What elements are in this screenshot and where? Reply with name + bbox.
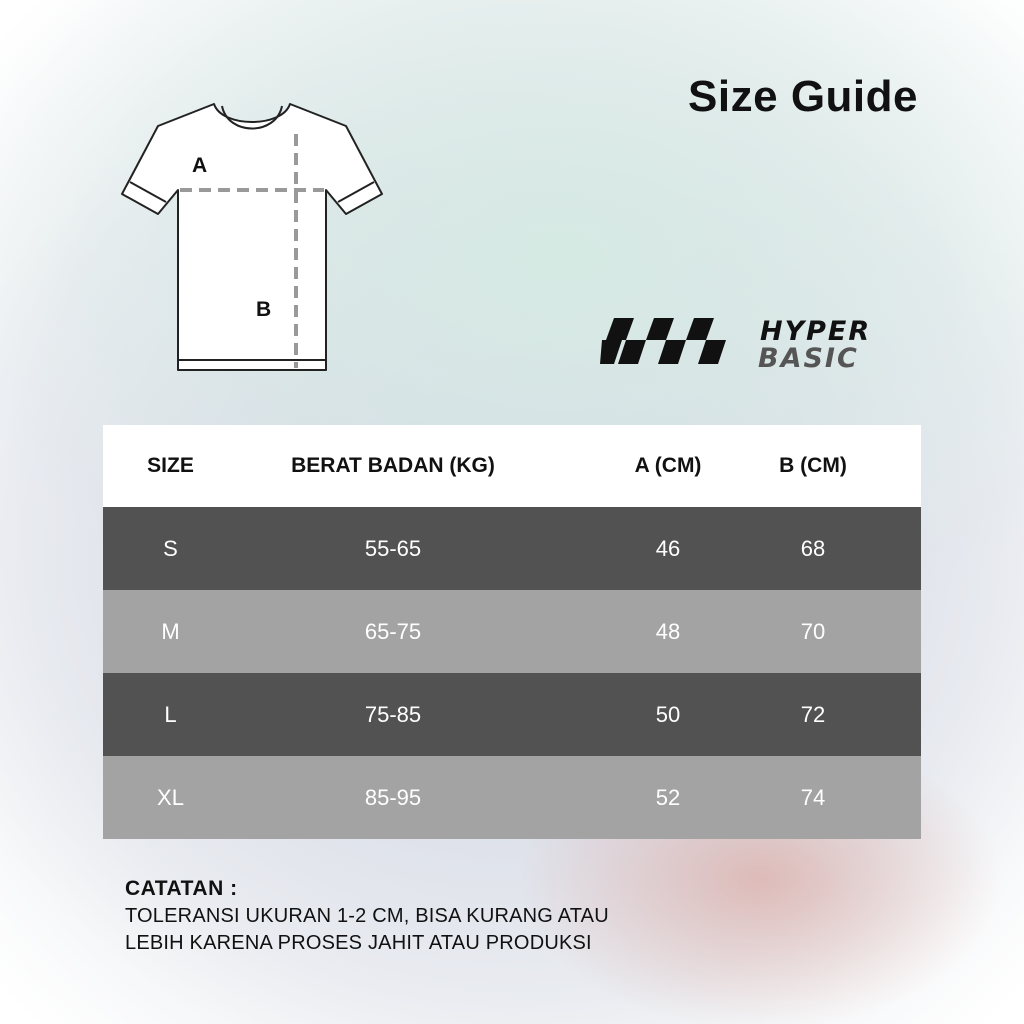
cell-berat: 85-95: [364, 784, 422, 810]
page-title: Size Guide: [688, 72, 918, 121]
cell-berat: 75-85: [364, 701, 422, 727]
cell-size: M: [161, 618, 180, 644]
header-berat: BERAT BADAN (KG): [291, 454, 495, 477]
cell-berat: 55-65: [364, 535, 422, 561]
cell-berat: 65-75: [364, 618, 422, 644]
notes: [125, 877, 609, 955]
header-size: SIZE: [147, 454, 194, 477]
brand-line-1: HYPER: [760, 316, 872, 347]
table-row: [103, 673, 921, 756]
notes-label: CATATAN :: [125, 877, 238, 900]
cell-b: 68: [800, 535, 826, 561]
brand-logo: [600, 310, 930, 374]
header-b: B (CM): [779, 454, 847, 477]
cell-size: XL: [157, 784, 184, 810]
size-table: [103, 425, 921, 839]
header-a: A (CM): [634, 454, 702, 477]
cell-a: 48: [655, 618, 681, 644]
cell-size: L: [164, 701, 177, 727]
table-row: [103, 756, 921, 839]
notes-line-2: LEBIH KARENA PROSES JAHIT ATAU PRODUKSI: [125, 932, 592, 954]
cell-b: 72: [800, 701, 826, 727]
cell-b: 74: [800, 784, 826, 810]
cell-a: 52: [655, 784, 681, 810]
diagram-label-b: B: [256, 298, 272, 321]
cell-a: 50: [655, 701, 681, 727]
diagram-label-a: A: [192, 154, 208, 177]
tshirt-diagram: [118, 98, 388, 378]
brand-line-2: BASIC: [758, 343, 859, 374]
cell-b: 70: [800, 618, 826, 644]
table-row: [103, 507, 921, 590]
notes-line-1: TOLERANSI UKURAN 1-2 CM, BISA KURANG ATAU: [125, 905, 609, 927]
table-row: [103, 590, 921, 673]
cell-size: S: [163, 535, 178, 561]
table-header-row: [103, 425, 921, 507]
cell-a: 46: [655, 535, 681, 561]
